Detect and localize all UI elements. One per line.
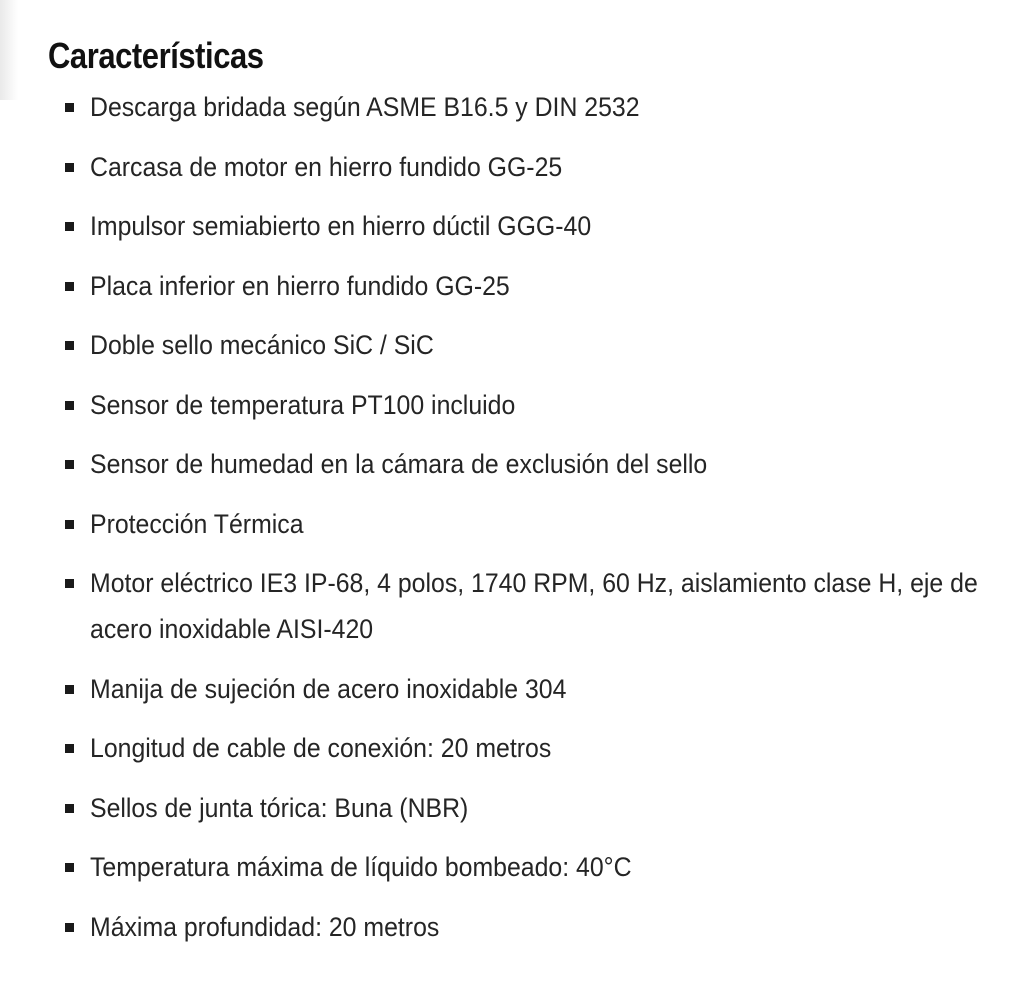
list-item — [48, 560, 998, 652]
list-item — [48, 144, 998, 190]
list-item — [48, 785, 998, 831]
feature-text: Doble sello mecánico SiC / SiC — [90, 330, 434, 360]
section-title: Características — [48, 35, 264, 76]
feature-text: Máxima profundidad: 20 metros — [90, 911, 440, 942]
bullet-square-icon — [65, 460, 74, 469]
feature-text: Sellos de junta tórica: Buna (NBR) — [90, 792, 469, 823]
bullet-square-icon — [65, 685, 74, 694]
bullet-square-icon — [65, 579, 74, 588]
list-item — [48, 322, 998, 368]
feature-text: Carcasa de motor en hierro fundido GG-25 — [90, 151, 563, 182]
list-item — [48, 382, 998, 428]
features-section — [48, 28, 998, 963]
list-item — [48, 441, 998, 487]
list-item — [48, 725, 998, 771]
feature-text: Manija de sujeción de acero inoxidable 304 — [90, 673, 567, 704]
bullet-square-icon — [65, 163, 74, 172]
feature-text: Longitud de cable de conexión: 20 metros — [90, 733, 552, 763]
list-item — [48, 666, 998, 712]
bullet-square-icon — [65, 401, 74, 410]
feature-text: Descarga bridada según ASME B16.5 y DIN 2532 — [90, 92, 640, 122]
feature-text: Impulsor semiabierto en hierro dúctil GGG-40 — [90, 211, 592, 241]
feature-text: Placa inferior en hierro fundido GG-25 — [90, 270, 510, 301]
list-item — [48, 904, 998, 950]
list-item — [48, 203, 998, 249]
bullet-square-icon — [65, 341, 74, 350]
list-item — [48, 501, 998, 547]
bullet-square-icon — [65, 520, 74, 529]
bullet-square-icon — [65, 923, 74, 932]
bullet-square-icon — [65, 103, 74, 112]
list-item — [48, 84, 998, 130]
bullet-square-icon — [65, 222, 74, 231]
feature-text: Sensor de temperatura PT100 incluido — [90, 389, 516, 420]
bullet-square-icon — [65, 804, 74, 813]
bullet-square-icon — [65, 282, 74, 291]
page-edge-shadow — [0, 0, 18, 100]
bullet-square-icon — [65, 744, 74, 753]
list-item — [48, 844, 998, 890]
feature-text: Motor eléctrico IE3 IP-68, 4 polos, 1740 RPM, 60 Hz, aislamiento clase H, eje de acero inoxidable AISI-420 — [90, 568, 978, 644]
list-item — [48, 263, 998, 309]
feature-text: Temperatura máxima de líquido bombeado: 40°C — [90, 852, 632, 882]
bullet-square-icon — [65, 863, 74, 872]
feature-text: Sensor de humedad en la cámara de exclusión del sello — [90, 449, 708, 479]
feature-text: Protección Térmica — [90, 508, 304, 539]
features-list — [48, 84, 998, 950]
